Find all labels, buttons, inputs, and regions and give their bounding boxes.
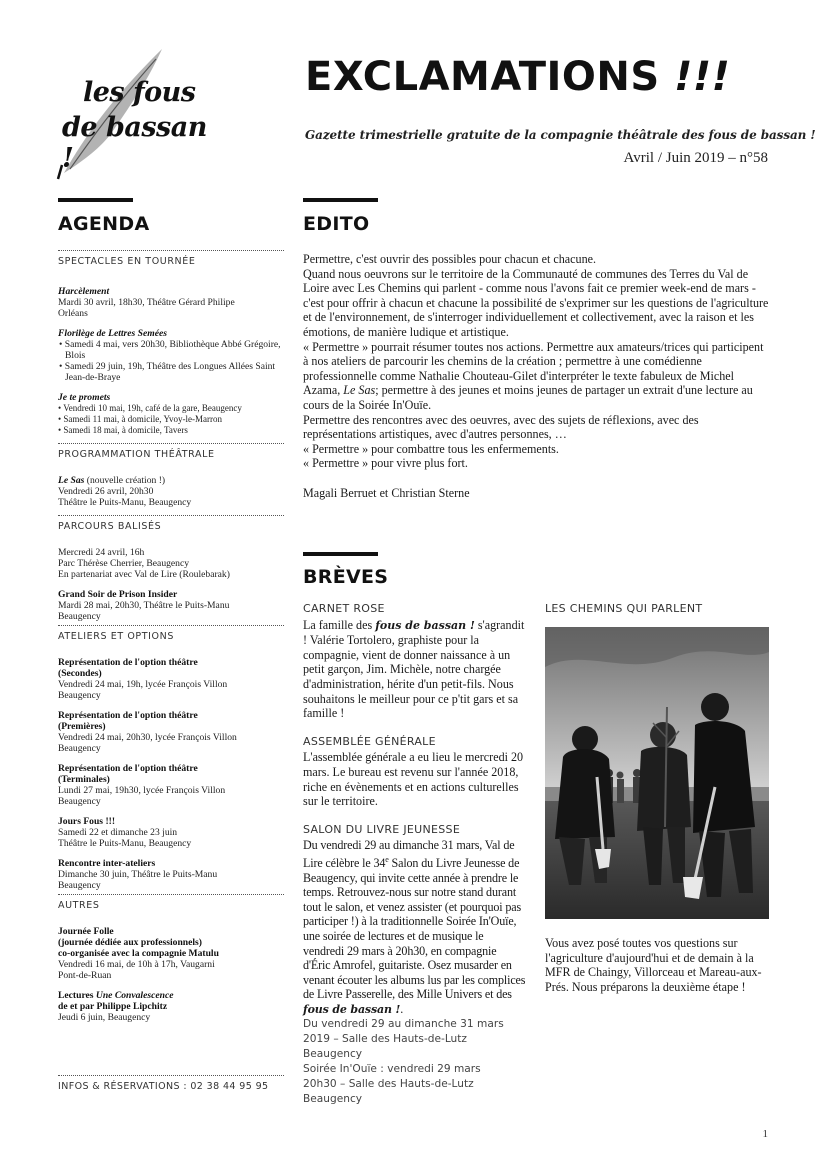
breves-heading-bar [303,552,378,556]
event-title: Harcèlement [58,286,110,297]
event-title: Je te promets [58,392,111,403]
event-title: Florilège de Lettres Semées [58,328,167,339]
event-detail: Dimanche 30 juin, Théâtre le Puits-Manu [58,869,218,880]
event-title: Jours Fous !!! [58,816,116,827]
event-detail: Beaugency [58,796,101,807]
event-detail: Théâtre le Puits-Manu, Beaugency [58,838,192,849]
event-detail: • Samedi 4 mai, vers 20h30, Bibliothèque Abbé Grégoire, Blois [59,339,281,361]
breves-left-column [303,602,526,1107]
agenda-event [58,990,284,1023]
event-detail: Mardi 28 mai, 20h30, Théâtre le Puits-Manu [58,600,230,611]
edito-paragraph: « Permettre » pour vivre plus fort. [303,456,468,471]
brand-name: fous de bassan ! [375,618,475,632]
event-title: de et par Philippe Lipchitz [58,1001,168,1012]
agenda-category-ateliers: ATELIERS ET OPTIONS [58,631,174,642]
event-detail: Mardi 30 avril, 18h30, Théâtre Gérard Philipe [58,297,235,308]
edito-heading-bar [303,198,378,202]
edito-heading: EDITO [303,213,370,235]
agenda-event [58,589,284,622]
event-title: Représentation de l'option théâtre [58,710,198,721]
edito-paragraph: Permettre, c'est ouvrir des possibles pour chacun et chacune. [303,252,597,266]
agenda-category-parcours: PARCOURS BALISÉS [58,521,162,532]
agenda-event [58,926,284,981]
breves-heading: BRÈVES [303,566,389,588]
event-detail: Jeudi 6 juin, Beaugency [58,1012,151,1023]
event-detail: Beaugency [58,611,101,622]
agenda-category-tournee: SPECTACLES EN TOURNÉE [58,256,196,267]
gazette-subtitle: Gazette trimestrielle gratuite de la compagnie théâtrale des fous de bassan ! [305,128,816,142]
edito-body [303,252,770,501]
event-detail: En partenariat avec Val de Lire (Roulebarak) [58,569,230,580]
event-title: Rencontre inter-ateliers [58,858,156,869]
event-detail: Samedi 22 et dimanche 23 juin [58,827,178,838]
event-title-italic: Une Convalescence [95,990,174,1001]
event-title: (Terminales) [58,774,110,785]
reservations-phone: INFOS & RÉSERVATIONS : 02 38 44 95 95 [58,1081,269,1092]
event-title: (Secondes) [58,668,102,679]
edito-signature: Magali Berruet et Christian Sterne [303,485,470,500]
event-detail: Théâtre le Puits-Manu, Beaugency [58,497,192,508]
edito-paragraph: « Permettre » pour combattre tous les enfermements. [303,441,559,456]
agenda-event [58,710,284,754]
event-detail: Orléans [58,308,88,319]
event-detail: Vendredi 24 mai, 20h30, lycée François Villon [58,732,237,743]
event-detail: Mercredi 24 avril, 16h [58,547,145,558]
photo-image [545,627,769,919]
event-title: co-organisée avec la compagnie Matulu [58,948,219,959]
event-info: Du vendredi 29 au dimanche 31 mars 2019 – Salle des Hauts-de-Lutz Beaugency Soirée In'Ouïe : vendredi 29 mars 20h30 – Salle des Hauts-de-Lutz Beaugency [303,1018,504,1106]
logo-line-2: de bassan ! [62,112,207,174]
agenda-event [58,328,284,383]
breve-category: SALON DU LIVRE JEUNESSE [303,822,461,836]
agenda-event [58,475,284,508]
event-detail: Lundi 27 mai, 19h30, lycée François Villon [58,785,226,796]
event-title: Journée Folle [58,926,114,937]
brand-name: fous de bassan ! [303,1002,401,1016]
agenda-category-autres: AUTRES [58,900,100,911]
agenda-column [58,250,284,1023]
event-title: Grand Soir de Prison Insider [58,589,178,600]
event-detail: Vendredi 24 mai, 19h, lycée François Villon [58,679,228,690]
edito-paragraph: Quand nous oeuvrons sur le territoire de la Communauté de communes des Terres du Val de Loire avec Les Chemins qui parlent - comme nous l'avons fait ce premier week-end de mars - c'est pour offrir à chacun et chacune la possibilité de s'exprimer sur les questions de l'agriculture et de l'environnement, de s'interroger individuellement et collectivement, avec la raison et les émotions, de manière ludique et artistique. [303,266,769,339]
event-detail: Pont-de-Ruan [58,970,112,981]
event-detail: Vendredi 26 avril, 20h30 [58,486,154,497]
gazette-title: EXCLAMATIONS !!! [305,54,731,100]
breve-text: Du vendredi 29 au dimanche 31 mars, Val de Lire célèbre le 34e Salon du Livre Jeunesse de Beaugency, qui invite cette année à prendre le temps. Retrouvez-nous sur notre stand durant tout le salon, et venez assister (et pourquoi pas participer !) à la traditionnelle Soirée In'Ouïe, une soirée de lectures et de musique le vendredi 29 mars à 20h30, en compagnie d'Éric Amrofel, guitariste. Osez musarder en venant écouter les albums lus par les complices de Livre Passerelle, des Mille Univers et des fous de bassan !. [303,838,526,1016]
event-detail: Parc Thérèse Cherrier, Beaugency [58,558,190,569]
event-title: (journée dédiée aux professionnels) [58,937,202,948]
event-detail: • Vendredi 10 mai, 19h, café de la gare, Beaugency [58,403,242,413]
edito-paragraph: « Permettre » pourrait résumer toutes nos actions. Permettre aux amateurs/trices qui participent à nos ateliers de parcourir les chemins de la création ; permettre à une comédienne professionnelle comme Nathalie Chouteau-Gilet d'interpréter le texte fabuleux de Michel Azama, Le Sas; permettre à des jeunes et moins jeunes de partager un extrait d'une lecture au cours de la Soirée In'Ouïe. [303,339,764,412]
event-detail: • Samedi 18 mai, à domicile, Tavers [58,425,188,435]
event-title: Le Sas [58,475,85,486]
agenda-event [58,657,284,701]
page-number: 1 [762,1128,768,1140]
event-title: Lectures [58,990,96,1001]
agenda-event [58,286,284,319]
agenda-category-programmation: PROGRAMMATION THÉÂTRALE [58,449,215,460]
agenda-event [58,763,284,807]
event-detail: • Samedi 29 juin, 19h, Théâtre des Longues Allées Saint Jean-de-Braye [59,361,276,383]
photo-caption: Vous avez posé toutes vos questions sur l'agriculture d'aujourd'hui et de demain à la MFR de Chaingy, Villorceau et Mareau-aux-Prés. Nous préparons la deuxième étape ! [545,936,762,994]
breve-text: L'assemblée générale a eu lieu le mercredi 20 mars. Le bureau est revenu sur l'année 2018, riche en évènements et en actions culturelles sur le territoire. [303,750,524,809]
event-detail: Beaugency [58,880,101,891]
planting-photo [545,627,769,919]
event-detail: • Samedi 11 mai, à domicile, Yvoy-le-Marron [58,414,223,424]
agenda-event [58,858,284,891]
edito-paragraph: Permettre des rencontres avec des oeuvres, avec des sujets de réflexions, avec des représentations artistiques, avec d'autres personnes, … [303,412,699,442]
event-detail: Vendredi 16 mai, de 10h à 17h, Vaugarni [58,959,215,970]
logo-line-1: les fous [83,77,196,108]
breve-text: La famille des fous de bassan ! s'agrandit ! Valérie Tortolero, graphiste pour la compagnie, vient de donner naissance à un petit garçon, Jim. Michèle, notre chargée d'administration, hérite d'un petit-fils. Nous souhaitons le meilleur pour ce p'tit gars et sa famille ! [303,617,525,721]
event-title: (Premières) [58,721,106,732]
company-logo [50,45,220,180]
event-title: Représentation de l'option théâtre [58,657,198,668]
breve-category: LES CHEMINS QUI PARLENT [545,602,703,615]
agenda-event [58,547,284,580]
agenda-heading: AGENDA [58,213,150,235]
event-title: Représentation de l'option théâtre [58,763,198,774]
agenda-event [58,816,284,849]
issue-date: Avril / Juin 2019 – n°58 [623,150,768,166]
breve-category: ASSEMBLÉE GÉNÉRALE [303,734,436,748]
agenda-event [58,392,284,436]
event-note: (nouvelle création !) [84,475,166,486]
event-detail: Beaugency [58,743,101,754]
breve-category: CARNET ROSE [303,602,385,615]
agenda-heading-bar [58,198,133,202]
event-detail: Beaugency [58,690,101,701]
